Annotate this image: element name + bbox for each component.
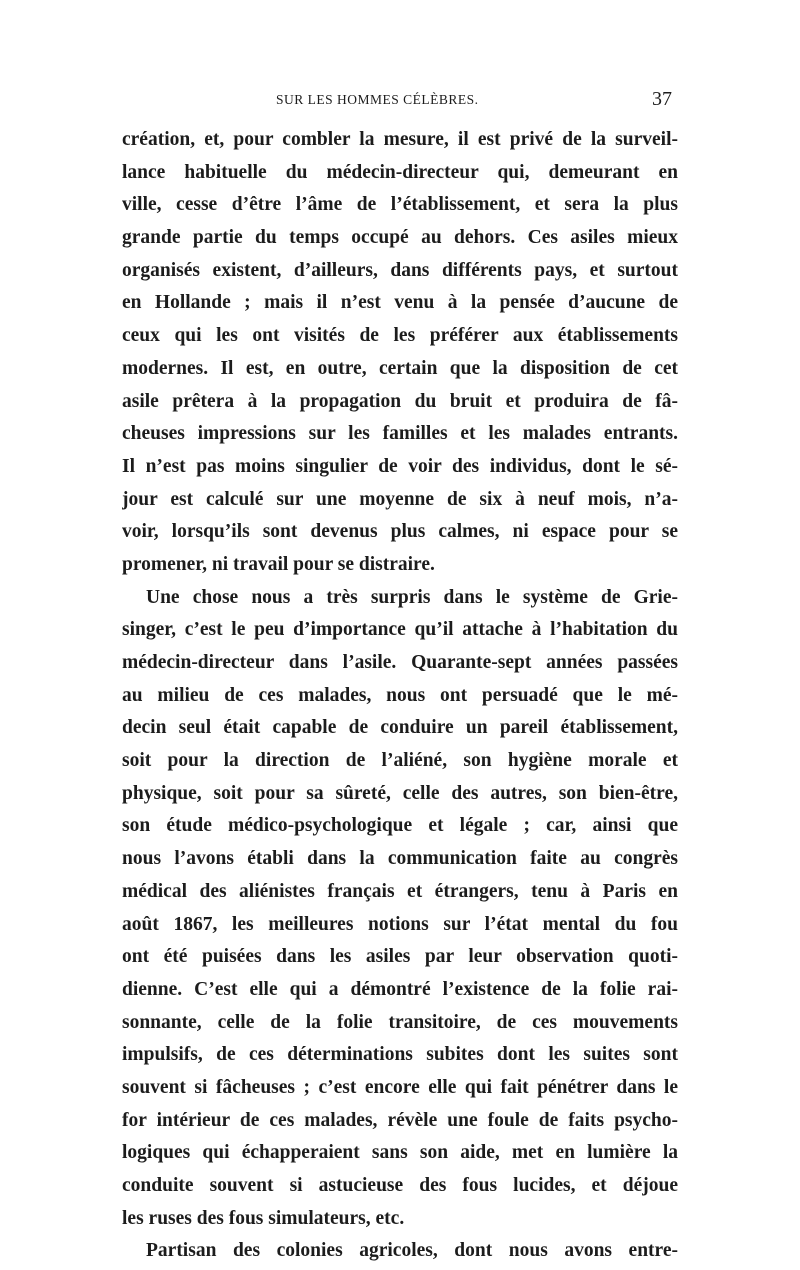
body-text — [122, 124, 678, 1268]
running-title: SUR LES HOMMES CÉLÈBRES. — [276, 92, 479, 107]
text-line: dienne. C’est elle qui a démontré l’existence de la folie rai- — [122, 978, 678, 1000]
text-line: au milieu de ces malades, nous ont persuadé que le mé- — [122, 684, 678, 706]
text-line: ville, cesse d’être l’âme de l’établissement, et sera la plus — [122, 194, 678, 216]
text-line: nous l’avons établi dans la communication faite au congrès — [122, 848, 678, 870]
paragraph-last-line: les ruses des fous simulateurs, etc. — [122, 1207, 405, 1229]
text-line: grande partie du temps occupé au dehors. Ces asiles mieux — [122, 227, 678, 249]
text-line: médical des aliénistes français et étrangers, tenu à Paris en — [122, 880, 678, 902]
text-line: physique, soit pour sa sûreté, celle des autres, son bien-être, — [122, 782, 678, 804]
page-number: 37 — [652, 88, 672, 110]
text-line: jour est calculé sur une moyenne de six à neuf mois, n’a- — [122, 488, 678, 510]
paragraph-first-line: Une chose nous a très surpris dans le système de Grie- — [146, 586, 678, 608]
text-line: conduite souvent si astucieuse des fous lucides, et déjoue — [122, 1175, 678, 1196]
text-line: souvent si fâcheuses ; c’est encore elle qui fait pénétrer dans le — [122, 1076, 678, 1098]
text-line: cheuses impressions sur les familles et les malades entrants. — [122, 423, 678, 445]
text-line: singer, c’est le peu d’importance qu’il attache à l’habitation du — [122, 619, 678, 641]
page-header — [122, 88, 678, 116]
text-line: decin seul était capable de conduire un pareil établissement, — [122, 717, 678, 739]
text-line: lance habituelle du médecin-directeur qui, demeurant en — [122, 161, 678, 183]
text-line: ceux qui les ont visités de les préférer aux établissements — [122, 325, 678, 347]
text-line: soit pour la direction de l’aliéné, son hygiène morale et — [122, 750, 678, 772]
text-line: asile prêtera à la propagation du bruit et produira de fâ- — [122, 390, 678, 412]
text-line: voir, lorsqu’ils sont devenus plus calmes, ni espace pour se — [122, 521, 678, 543]
text-line: organisés existent, d’ailleurs, dans différents pays, et surtout — [122, 259, 678, 281]
text-line: logiques qui échapperaient sans son aide, met en lumière la — [122, 1142, 678, 1164]
text-line: impulsifs, de ces déterminations subites dont les suites sont — [122, 1044, 678, 1066]
paragraph-first-line: Partisan des colonies agricoles, dont nous avons entre- — [146, 1240, 678, 1262]
text-line: ont été puisées dans les asiles par leur observation quoti- — [122, 946, 678, 968]
text-line: création, et, pour combler la mesure, il est privé de la surveil- — [122, 129, 678, 150]
text-line: for intérieur de ces malades, révèle une foule de faits psycho- — [122, 1109, 678, 1131]
text-line: modernes. Il est, en outre, certain que la disposition de cet — [122, 357, 678, 379]
text-line: son étude médico-psychologique et légale ; car, ainsi que — [122, 815, 678, 837]
text-line: Il n’est pas moins singulier de voir des individus, dont le sé- — [122, 455, 678, 477]
text-line: août 1867, les meilleures notions sur l’état mental du fou — [122, 913, 678, 935]
text-line: sonnante, celle de la folie transitoire, de ces mouvements — [122, 1011, 678, 1033]
text-line: médecin-directeur dans l’asile. Quarante-sept années passées — [122, 652, 678, 673]
text-line: en Hollande ; mais il n’est venu à la pensée d’aucune de — [122, 292, 678, 314]
paragraph-last-line: promener, ni travail pour se distraire. — [122, 553, 435, 575]
